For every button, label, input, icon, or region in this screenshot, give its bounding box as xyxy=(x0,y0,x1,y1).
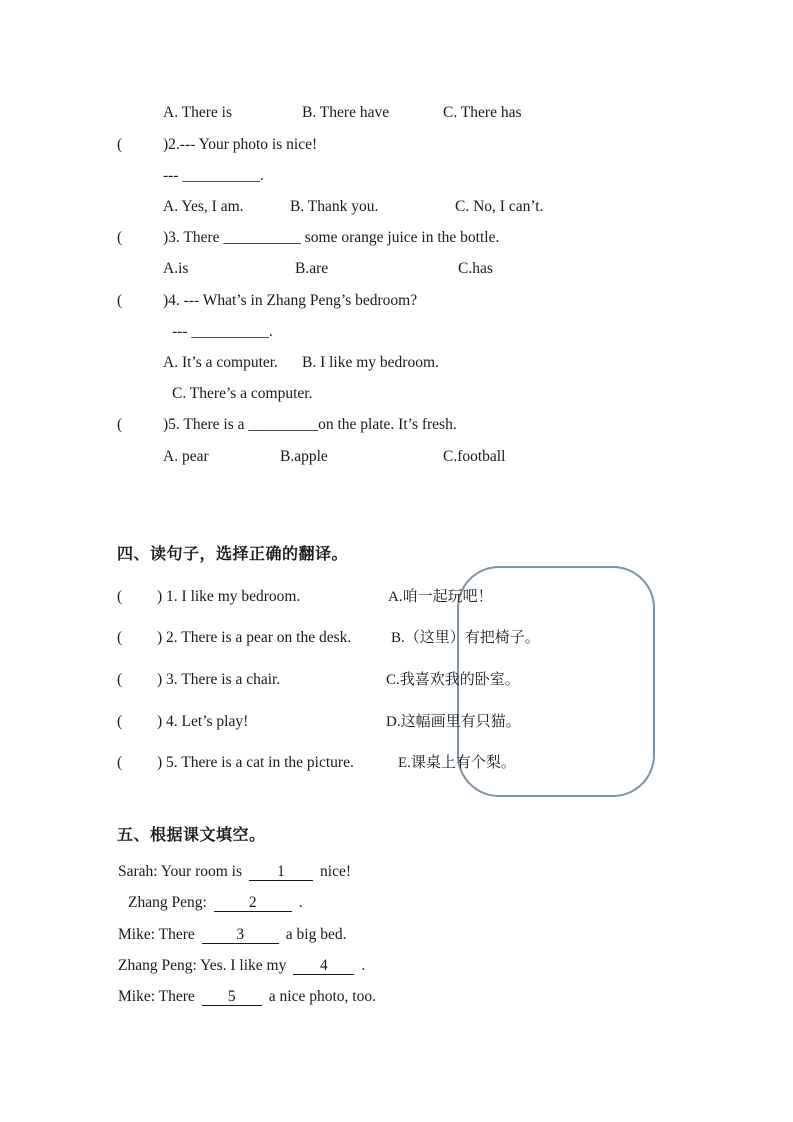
fill-line-5-after: a nice photo, too. xyxy=(268,988,376,1005)
matching-item-2-en: ) 2. There is a pear on the desk. xyxy=(157,629,352,646)
fill-line-2-after: . xyxy=(298,894,303,911)
choice-q4-reply-blank: --- __________. xyxy=(172,323,273,340)
matching-item-3-en: ) 3. There is a chair. xyxy=(157,671,281,688)
fill-line-2-before: Zhang Peng: xyxy=(128,894,207,911)
choice-q4-option-b: B. I like my bedroom. xyxy=(302,354,439,371)
choice-q1-option-a: A. There is xyxy=(163,104,233,121)
matching-item-1-en: ) 1. I like my bedroom. xyxy=(157,588,301,605)
choice-q4-bracket: ( xyxy=(117,292,123,309)
fill-line-4 xyxy=(118,957,365,976)
fill-line-3-before: Mike: There xyxy=(118,926,195,943)
choice-q2-stem: )2.--- Your photo is nice! xyxy=(163,136,318,153)
choice-q2-bracket: ( xyxy=(117,136,123,153)
choice-q2-reply-blank: --- __________. xyxy=(163,167,264,184)
fill-section-title: 五、根据课文填空。 xyxy=(117,827,266,844)
choice-q3-stem: )3. There __________ some orange juice in the bottle. xyxy=(163,229,500,246)
matching-section-title: 四、读句子，选择正确的翻译。 xyxy=(117,546,349,563)
fill-line-2 xyxy=(128,894,303,913)
fill-line-1 xyxy=(118,863,351,882)
fill-blank-3: 3 xyxy=(202,926,279,944)
fill-blank-2: 2 xyxy=(214,894,292,912)
fill-blank-1: 1 xyxy=(249,863,313,881)
matching-item-3-bracket: ( xyxy=(117,671,123,688)
fill-blank-4: 4 xyxy=(293,957,354,975)
matching-item-1-zh: A.咱一起玩吧！ xyxy=(388,589,493,605)
choice-q5-option-b: B.apple xyxy=(280,448,328,465)
matching-item-4-en: ) 4. Let’s play! xyxy=(157,713,249,730)
fill-line-5 xyxy=(118,988,376,1007)
choice-q4-stem: )4. --- What’s in Zhang Peng’s bedroom? xyxy=(163,292,418,309)
choice-q4-option-c: C. There’s a computer. xyxy=(172,385,313,402)
choice-q3-option-c: C.has xyxy=(458,260,493,277)
choice-q3-option-a: A.is xyxy=(163,260,189,277)
matching-item-4-bracket: ( xyxy=(117,713,123,730)
matching-item-5-bracket: ( xyxy=(117,754,123,771)
choice-q5-bracket: ( xyxy=(117,416,123,433)
fill-line-3 xyxy=(118,926,346,945)
choice-q2-option-a: A. Yes, I am. xyxy=(163,198,244,215)
choice-q3-bracket: ( xyxy=(117,229,123,246)
choice-q1-option-b: B. There have xyxy=(302,104,390,121)
choice-q1-option-c: C. There has xyxy=(443,104,522,121)
choice-q5-option-c: C.football xyxy=(443,448,506,465)
fill-line-4-before: Zhang Peng: Yes. I like my xyxy=(118,957,287,974)
fill-line-3-after: a big bed. xyxy=(285,926,347,943)
matching-item-3-zh: C.我喜欢我的卧室。 xyxy=(386,672,520,688)
choice-q5-stem: )5. There is a _________on the plate. It’s fresh. xyxy=(163,416,457,433)
fill-line-4-after: . xyxy=(361,957,366,974)
choice-q2-option-b: B. Thank you. xyxy=(290,198,379,215)
choice-q4-option-a: A. It’s a computer. xyxy=(163,354,278,371)
fill-line-1-after: nice! xyxy=(320,863,351,880)
fill-line-5-before: Mike: There xyxy=(118,988,195,1005)
fill-line-1-before: Sarah: Your room is xyxy=(118,863,243,880)
choice-q3-option-b: B.are xyxy=(295,260,329,277)
choice-q2-option-c: C. No, I can’t. xyxy=(455,198,544,215)
fill-blank-5: 5 xyxy=(202,988,262,1006)
matching-item-4-zh: D.这幅画里有只猫。 xyxy=(386,714,521,730)
matching-item-2-bracket: ( xyxy=(117,629,123,646)
matching-item-5-zh: E.课桌上有个梨。 xyxy=(398,755,516,771)
matching-item-1-bracket: ( xyxy=(117,588,123,605)
choice-q5-option-a: A. pear xyxy=(163,448,209,465)
matching-item-2-zh: B.（这里）有把椅子。 xyxy=(391,630,540,646)
matching-item-5-en: ) 5. There is a cat in the picture. xyxy=(157,754,354,771)
